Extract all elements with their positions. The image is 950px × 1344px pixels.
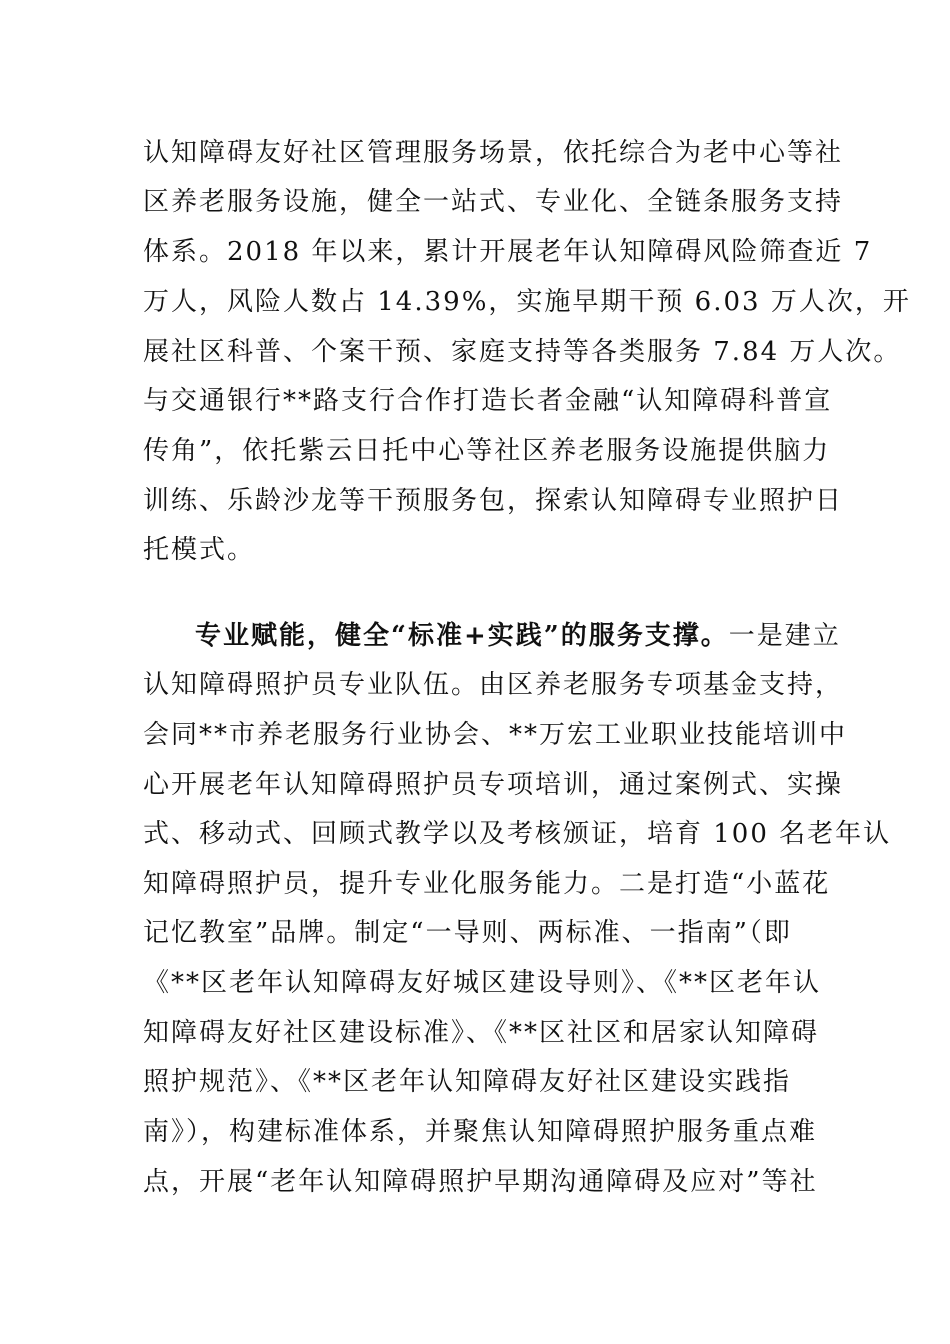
paragraph-1-line-7: 传角”，依托紫云日托中心等社区养老服务设施提供脑力: [143, 436, 831, 466]
paragraph-2-line-6: 知障碍照护员，提升专业化服务能力。二是打造“小蓝花: [143, 869, 831, 899]
paragraph-1-line-4: 万人，风险人数占 14.39%，实施早期干预 6.03 万人次，开: [143, 287, 911, 317]
paragraph-2-line-7: 记忆教室”品牌。制定“一导则、两标准、一指南”（即: [143, 918, 792, 948]
paragraph-2-line-5: 式、移动式、回顾式教学以及考核颁证，培育 100 名老年认: [143, 819, 892, 849]
paragraph-1-line-2: 区养老服务设施，健全一站式、专业化、全链条服务支持: [143, 187, 844, 217]
paragraph-2-line-10: 照护规范》、《**区老年认知障碍友好社区建设实践指: [143, 1067, 792, 1097]
paragraph-1-line-1: 认知障碍友好社区管理服务场景，依托综合为老中心等社: [143, 138, 844, 168]
paragraph-1-line-8: 训练、乐龄沙龙等干预服务包，探索认知障碍专业照护日: [143, 486, 844, 516]
paragraph-2-line-3: 会同**市养老服务行业协会、**万宏工业职业技能培训中: [143, 720, 848, 750]
paragraph-1-line-5: 展社区科普、个案干预、家庭支持等各类服务 7.84 万人次。: [143, 337, 902, 367]
paragraph-2-line-11: 南》），构建标准体系，并聚焦认知障碍照护服务重点难: [143, 1117, 818, 1147]
paragraph-2-line-12: 点，开展“老年认知障碍照护早期沟通障碍及应对”等社: [143, 1167, 818, 1197]
paragraph-1-line-6: 与交通银行**路支行合作打造长者金融“认知障碍科普宣: [143, 386, 833, 416]
paragraph-2-line-8: 《**区老年认知障碍友好城区建设导则》、《**区老年认: [143, 968, 822, 998]
paragraph-2-first-line-tail: 一是建立: [728, 621, 841, 651]
paragraph-1-line-3: 体系。2018 年以来，累计开展老年认知障碍风险筛查近 7: [143, 237, 873, 267]
paragraph-1-line-9: 托模式。: [143, 535, 256, 565]
paragraph-2-line-9: 知障碍友好社区建设标准》、《**区社区和居家认知障碍: [143, 1018, 820, 1048]
paragraph-2-heading: 专业赋能，健全“标准+实践”的服务支撑。: [195, 621, 729, 651]
paragraph-2-line-4: 心开展老年认知障碍照护员专项培训，通过案例式、实操: [143, 770, 844, 800]
paragraph-2-line-2: 认知障碍照护员专业队伍。由区养老服务专项基金支持，: [143, 670, 844, 700]
paragraph-2-first-line: [195, 616, 841, 656]
